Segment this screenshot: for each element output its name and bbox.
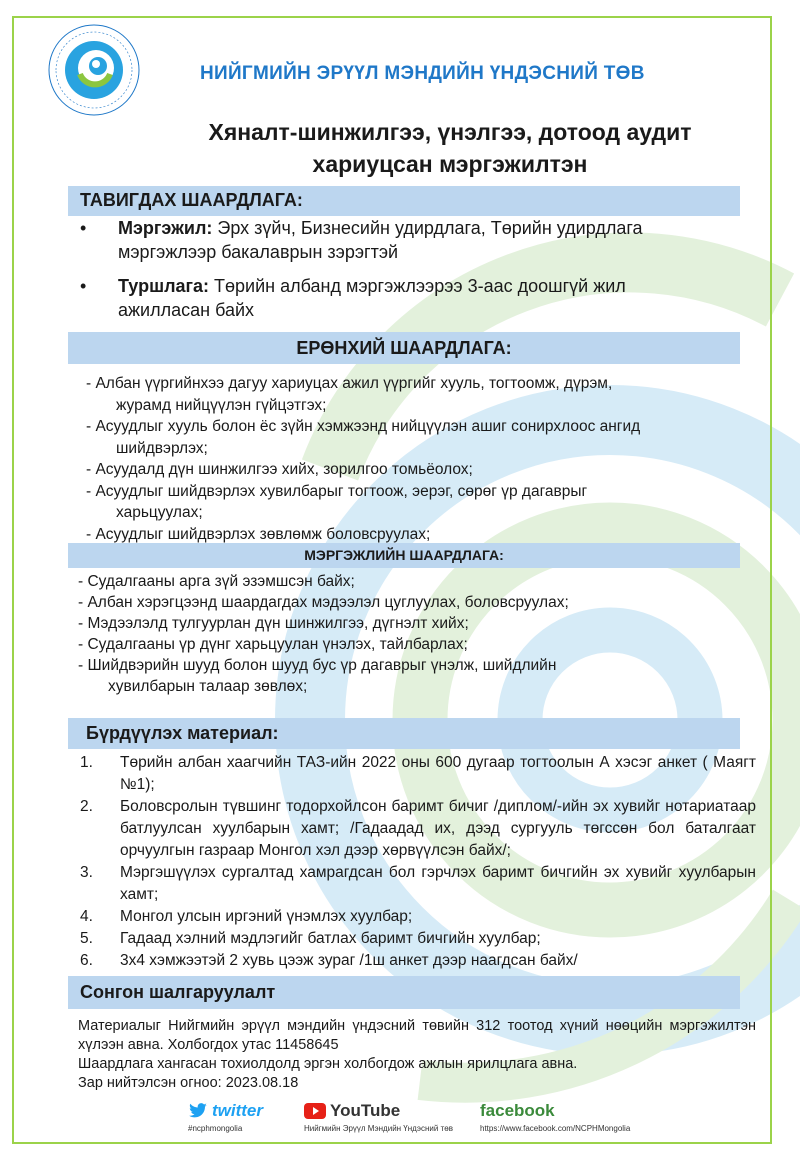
list-item xyxy=(86,524,746,546)
organization-name: НИЙГМИЙН ЭРҮҮЛ МЭНДИЙН ҮНДЭСНИЙ ТӨВ xyxy=(200,63,645,84)
list-item-text: - Асуудлыг шийдвэрлэх зөвлөмж боловсруулах; xyxy=(86,525,431,543)
requirement-item xyxy=(80,216,740,264)
requirement-text-cont: ажилласан байх xyxy=(118,300,255,320)
list-number: 2. xyxy=(80,798,93,815)
list-item xyxy=(86,416,746,459)
list-item-cont: шийдвэрлэх; xyxy=(116,439,208,457)
materials-list xyxy=(80,752,756,972)
bullet-icon: • xyxy=(80,276,87,296)
requirement-label: Мэргэжил: xyxy=(118,218,213,238)
facebook-url: https://www.facebook.com/NCPHMongolia xyxy=(480,1124,631,1133)
list-item xyxy=(80,950,756,972)
facebook-label: facebook xyxy=(480,1101,555,1120)
list-item-text: Монгол улсын иргэний үнэмлэх хуулбар; xyxy=(120,908,413,925)
list-item xyxy=(80,928,756,950)
list-item: - Судалгааны арга зүй эзэмшсэн байх; xyxy=(78,573,355,590)
list-number: 3. xyxy=(80,864,93,881)
requirement-text: Төрийн албанд мэргэжлээрээ 3-аас доошгүй жил xyxy=(209,276,626,296)
bullet-icon: • xyxy=(80,218,87,238)
job-title xyxy=(140,116,760,180)
list-item-text: Төрийн албан хаагчийн ТАЗ-ийн 2022 оны 600 дугаар тогтоолын А хэсэг анкет ( Маягт №1); xyxy=(120,754,756,793)
list-item xyxy=(80,752,756,796)
facebook-link[interactable] xyxy=(480,1101,630,1133)
selection-paragraph: Шаардлага хангасан тохиолдолд эргэн холбогдож ажлын ярилцлага авна. xyxy=(78,1056,578,1072)
list-item xyxy=(86,373,746,416)
list-item-cont: харьцуулах; xyxy=(116,504,203,521)
list-item: - Албан хэрэгцээнд шаардагдах мэдээлэл цуглуулах, боловсруулах; xyxy=(78,594,569,611)
youtube-channel: Нийгмийн Эрүүл Мэндийн Үндэсний төв xyxy=(304,1124,453,1133)
ncph-logo xyxy=(46,22,142,118)
requirement-item xyxy=(80,274,740,322)
list-item-cont: хувилбарын талаар зөвлөх; xyxy=(108,678,308,695)
requirement-text: Эрх зүйч, Бизнесийн удирдлага, Төрийн удирдлага xyxy=(212,218,643,238)
youtube-play-icon xyxy=(304,1103,326,1119)
selection-heading: Сонгон шалгаруулалт xyxy=(68,976,740,1009)
list-item-text: - Албан үүргийнхээ дагуу хариуцах ажил үүргийг хууль, тогтоомж, дүрэм, xyxy=(86,375,613,392)
list-number: 4. xyxy=(80,908,93,925)
general-heading: ЕРӨНХИЙ ШААРДЛАГА: xyxy=(68,332,740,364)
list-item xyxy=(86,481,746,524)
list-item xyxy=(80,796,756,862)
list-item-text: Боловсролын түвшинг тодорхойлсон баримт бичиг /диплом/-ийн эх хувийг нотариатаар батлуулсан хуулбарын хамт; /Гадаадад их, дээд сургууль төгссөн бол баталгаат орчуулгын газраар Монгол хэл дээр хөрвүүлсэн байх/; xyxy=(120,798,756,859)
list-item-text: 3х4 хэмжээтэй 2 хувь цээж зураг /1ш анкет дээр наагдсан байх/ xyxy=(120,952,578,969)
list-item-text: - Асуудлыг шийдвэрлэх хувилбарыг тогтоож, эерэг, сөрөг үр дагаврыг xyxy=(86,482,588,500)
list-item: - Судалгааны үр дүнг харьцуулан үнэлэх, тайлбарлах; xyxy=(78,636,468,653)
list-item-text: - Асуудалд дүн шинжилгээ хийх, зорилгоо томьёолох; xyxy=(86,461,473,478)
twitter-handle: #ncphmongolia xyxy=(188,1124,243,1133)
list-item-text: Мэргэшүүлэх сургалтад хамрагдсан бол гэрчлэх баримт бичгийн эх хувийг хуулбарын хамт; xyxy=(120,864,756,903)
selection-paragraph: Материалыг Нийгмийн эрүүл мэндийн үндэсний төвийн 312 тоотод хүний нөөцийн мэргэжилтэн хүлээн авна. Холбогдох утас 11458645 xyxy=(78,1018,756,1053)
list-item: - Шийдвэрийн шууд болон шууд бус үр дагаврыг үнэлж, шийдлийн xyxy=(78,657,557,674)
list-item-text: - Асуудлыг хууль болон ёс зүйн хэмжээнд нийцүүлэн ашиг сонирхлоос ангид xyxy=(86,418,641,435)
professional-list xyxy=(78,571,748,697)
youtube-label: YouTube xyxy=(330,1101,401,1120)
list-number: 6. xyxy=(80,952,93,969)
professional-heading: МЭРГЭЖЛИЙН ШААРДЛАГА: xyxy=(68,543,740,568)
twitter-link[interactable] xyxy=(188,1101,263,1133)
list-item xyxy=(80,906,756,928)
requirements-heading: ТАВИГДАХ ШААРДЛАГА: xyxy=(68,186,740,216)
twitter-label: twitter xyxy=(212,1101,263,1120)
requirement-text-cont: мэргэжлээр бакалаврын зэрэгтэй xyxy=(118,242,399,262)
general-list xyxy=(86,373,746,545)
requirement-label: Туршлага: xyxy=(118,276,210,296)
list-item: - Мэдээлэлд тулгуурлан дүн шинжилгээ, дүгнэлт хийх; xyxy=(78,615,469,632)
selection-text xyxy=(78,1017,756,1093)
materials-heading: Бүрдүүлэх материал: xyxy=(68,718,740,749)
list-item xyxy=(80,862,756,906)
youtube-link[interactable] xyxy=(304,1101,453,1133)
list-number: 1. xyxy=(80,754,93,771)
list-number: 5. xyxy=(80,930,93,947)
list-item xyxy=(86,459,746,481)
publish-date: Зар нийтэлсэн огноо: 2023.08.18 xyxy=(78,1075,299,1091)
list-item-cont: журамд нийцүүлэн гүйцэтгэх; xyxy=(116,396,327,414)
list-item-text: Гадаад хэлний мэдлэгийг батлах баримт бичгийн хуулбар; xyxy=(120,930,541,947)
job-title-line1: Хяналт-шинжилгээ, үнэлгээ, дотоод аудит xyxy=(208,119,692,145)
twitter-bird-icon xyxy=(188,1103,208,1119)
job-title-line2: хариуцсан мэргэжилтэн xyxy=(312,151,588,177)
